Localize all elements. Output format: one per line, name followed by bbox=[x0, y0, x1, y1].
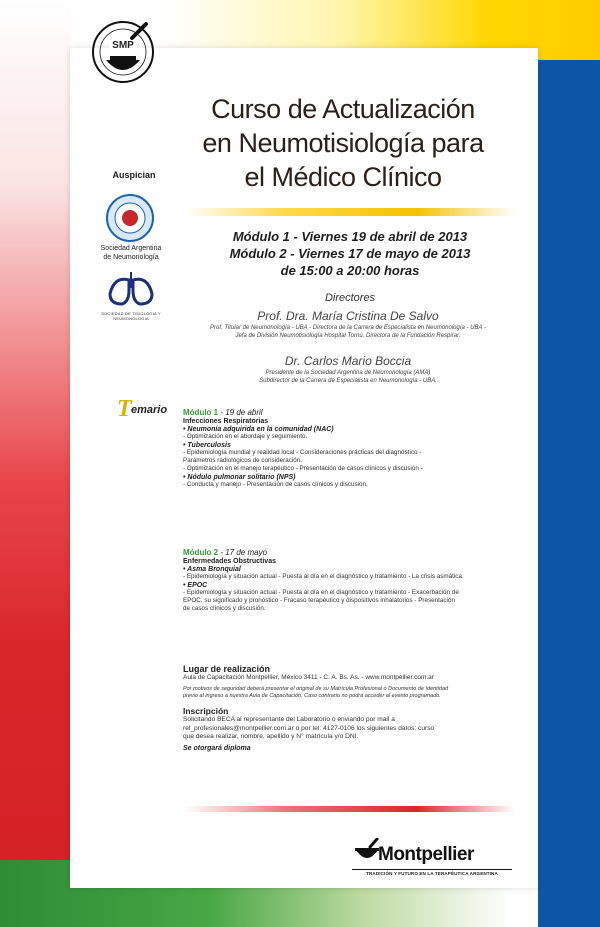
module-2-label: Módulo 2 bbox=[183, 548, 219, 557]
director-2-desc-line-1: Presidente de la Sociedad Argentina de Neumonología (AMA) bbox=[265, 370, 431, 376]
module-1-topic-1-line-1: - Optimización en el abordaje y seguimiento. bbox=[183, 433, 308, 440]
san-name-line-1: Sociedad Argentina bbox=[100, 245, 162, 252]
date-line-3: de 15:00 a 20:00 horas bbox=[280, 263, 420, 278]
director-1-name: Prof. Dra. María Cristina De Salvo bbox=[257, 309, 439, 323]
module-2-topic-1: • Asma Bronquial bbox=[183, 566, 241, 573]
module-2-header bbox=[183, 548, 513, 557]
module-1-date: - 19 de abril bbox=[218, 408, 263, 417]
title-line-1: Curso de Actualización bbox=[211, 94, 475, 124]
inscription-line-3: que desea realizar, nombre, apellido y N° matrícula y/o DNI. bbox=[183, 733, 359, 740]
module-1-header bbox=[183, 408, 513, 417]
mortar-pestle-icon bbox=[88, 18, 158, 90]
module-1-topic-1: • Neumonía adquirida en la comunidad (NAC) bbox=[183, 426, 334, 433]
title-underline bbox=[185, 208, 515, 216]
director-2-name: Dr. Carlos Mario Boccia bbox=[284, 354, 412, 368]
location-section bbox=[183, 662, 513, 752]
director-1-desc bbox=[183, 324, 513, 340]
title-line-2: en Neumotisiología para bbox=[202, 128, 484, 158]
montpellier-divider bbox=[352, 869, 512, 870]
module-1-topic-3: • Nódulo pulmonar solitario (NPS) bbox=[183, 474, 296, 481]
temario-rest: emario bbox=[131, 404, 168, 416]
module-2-topic-2: • EPOC bbox=[183, 582, 208, 589]
smp-text: SMP bbox=[109, 40, 137, 51]
bottom-red-rule bbox=[185, 806, 515, 812]
module-1 bbox=[183, 408, 513, 489]
inscription-line-2: rel_profesionales@montpellier.com.ar o por tel: 4127-0106 los siguientes datos: curso bbox=[183, 724, 435, 732]
module-1-label: Módulo 1 bbox=[183, 408, 219, 417]
date-line-2: Módulo 2 - Viernes 17 de mayo de 2013 bbox=[229, 246, 471, 261]
module-2-section: Enfermedades Obstructivas bbox=[183, 558, 276, 565]
inscription-title: Inscripción bbox=[183, 706, 229, 716]
director-1-desc-line-2: Jefa de División Neumotisiología Hospital Tornú. Directora de la Fundación Respirar. bbox=[235, 333, 461, 339]
security-notice-line-2: previo al ingreso a nuestra Aula de Capacitación. Caso contrario no podrá acceder al evento programado. bbox=[183, 693, 441, 699]
inscription-line-1: Solicitando BECA al representante del Laboratorio o enviando por mail a bbox=[183, 716, 395, 723]
temario-initial: T bbox=[117, 396, 132, 422]
lung-society-logo bbox=[100, 268, 162, 308]
module-2-topic-2-line-1: - Epidemiología y situación actual - Puesta al día en el diagnóstico y tratamiento - Exacerbación de bbox=[183, 589, 459, 596]
module-2-date: - 17 de mayo bbox=[218, 548, 268, 557]
director-2-desc bbox=[183, 369, 513, 385]
director-2-desc-line-2: Subdirector de la Carrera de Especialista en Neumonología - UBA. bbox=[259, 378, 437, 384]
montpellier-name: Montpellier bbox=[378, 844, 474, 865]
diploma-note: Se otorgará diploma bbox=[183, 744, 251, 752]
location-address: Aula de Capacitación Montpellier, México 3411 - C. A. Bs. As. - www.montpellier.com.ar bbox=[183, 674, 434, 681]
montpellier-logo bbox=[348, 836, 518, 878]
date-line-1: Módulo 1 - Viernes 19 de abril de 2013 bbox=[232, 229, 468, 244]
san-name bbox=[92, 244, 170, 262]
red-side-band bbox=[0, 0, 70, 927]
module-1-topic-2: • Tuberculosis bbox=[183, 442, 231, 449]
module-1-topic-2-line-3: - Optimización en el manejo terapéutico - Presentación de casos clínicos y discusión - bbox=[183, 465, 423, 472]
title-line-3: el Médico Clínico bbox=[244, 162, 442, 192]
smp-logo bbox=[88, 18, 158, 90]
san-name-line-2: de Neumonología bbox=[103, 254, 159, 261]
security-notice-line-1: Por motivos de seguridad deberá presentar el original de su Matrícula Profesional o Documento de Identidad bbox=[183, 686, 449, 692]
sponsors-label: Auspician bbox=[112, 170, 156, 180]
directors-title: Directores bbox=[324, 292, 376, 304]
location-title: Lugar de realización bbox=[183, 664, 271, 674]
date-block bbox=[195, 228, 505, 279]
module-1-topic-2-line-1: - Epidemiología mundial y realidad local - Consideraciones prácticas del diagnóstico - bbox=[183, 449, 422, 456]
lungs-icon bbox=[100, 268, 162, 308]
module-1-topic-3-line-1: - Conducta y manejo - Presentación de casos clínicos y discusión. bbox=[183, 481, 368, 488]
module-1-section: Infecciones Respiratorias bbox=[183, 418, 269, 425]
module-1-topic-2-line-2: Parámetros radiológicos de consideración. bbox=[183, 457, 303, 464]
director-1-desc-line-1: Prof. Titular de Neumonología - UBA - Directora de la Carrera de Especialista en Neumonología - UBA - bbox=[210, 325, 486, 331]
blue-side-band bbox=[538, 60, 600, 927]
lung-society-caption: SOCIEDAD DE TISIOLOGIA Y NEUMONOLOGIA bbox=[101, 311, 161, 321]
module-2-topic-1-line-1: - Epidemiología y situación actual - Puesta al día en el diagnóstico y tratamiento - La crisis asmática. bbox=[183, 573, 464, 580]
course-title bbox=[178, 92, 508, 194]
module-2-topic-2-line-2: EPOC, su significado y pronóstico - Fracaso terapéutico y dispositivos inhalatorios - Presentación bbox=[183, 597, 455, 604]
module-2-topic-2-line-3: de casos clínicos y discusión. bbox=[183, 605, 266, 612]
san-logo bbox=[105, 193, 155, 243]
temario-heading bbox=[117, 396, 177, 422]
montpellier-mortar-icon bbox=[354, 838, 380, 864]
montpellier-slogan: TRADICIÓN Y FUTURO EN LA TERAPÉUTICA ARGENTINA bbox=[366, 871, 498, 876]
san-emblem-icon bbox=[105, 193, 155, 243]
module-2 bbox=[183, 548, 513, 613]
